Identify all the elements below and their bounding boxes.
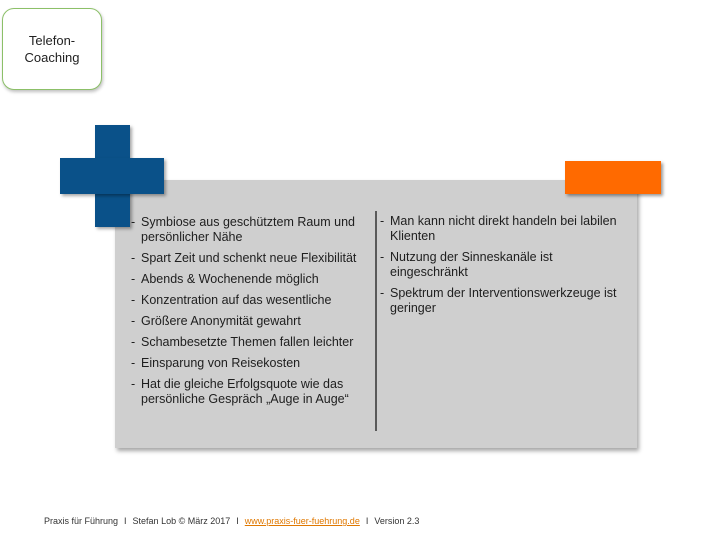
pros-item: - Konzentration auf das wesentliche: [131, 293, 371, 308]
pros-item: - Einsparung von Reisekosten: [131, 356, 371, 371]
pros-item: - Schambesetzte Themen fallen leichter: [131, 335, 371, 350]
footer-separator: I: [124, 516, 127, 526]
cons-item: - Man kann nicht direkt handeln bei labilen Klienten: [380, 214, 620, 244]
pros-item: - Größere Anonymität gewahrt: [131, 314, 371, 329]
footer-website-link[interactable]: www.praxis-fuer-fuehrung.de: [244, 516, 360, 526]
footer-separator: I: [236, 516, 239, 526]
cons-item: - Nutzung der Sinneskanäle ist eingeschränkt: [380, 250, 620, 280]
title-box: [2, 8, 102, 90]
footer: [44, 516, 419, 526]
title-line-1: Telefon-: [28, 33, 76, 48]
plus-horizontal-bar: [60, 158, 164, 194]
title-line-2: Coaching: [24, 50, 80, 65]
cons-list: [380, 214, 620, 322]
footer-org: Praxis für Führung: [44, 516, 119, 526]
footer-separator: I: [365, 516, 369, 526]
pros-item: - Symbiose aus geschütztem Raum und persönlicher Nähe: [131, 215, 371, 245]
column-divider: [375, 211, 377, 431]
pros-item: - Spart Zeit und schenkt neue Flexibilität: [131, 251, 371, 266]
minus-icon: [565, 161, 661, 194]
pros-item: - Hat die gleiche Erfolgsquote wie das persönliche Gespräch „Auge in Auge“: [131, 377, 371, 407]
footer-version: Version 2.3: [374, 516, 420, 526]
pros-item: - Abends & Wochenende möglich: [131, 272, 371, 287]
plus-icon: [60, 125, 164, 227]
footer-author: Stefan Lob © März 2017: [132, 516, 231, 526]
pros-list: [131, 215, 371, 413]
cons-item: - Spektrum der Interventionswerkzeuge ist geringer: [380, 286, 620, 316]
